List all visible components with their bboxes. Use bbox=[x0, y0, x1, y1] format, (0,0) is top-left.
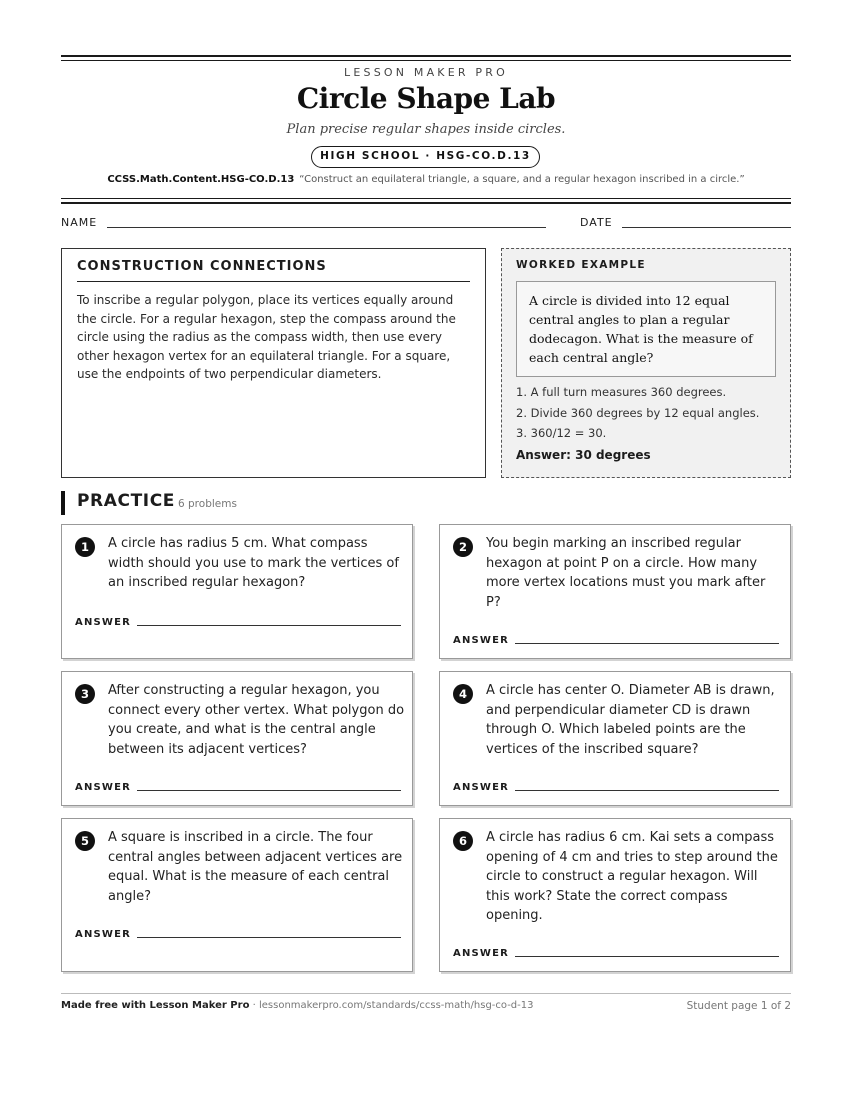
practice-header bbox=[61, 490, 791, 516]
worked-step: 2. Divide 360 degrees by 12 equal angles. bbox=[516, 405, 760, 420]
answer-field[interactable] bbox=[137, 625, 401, 626]
name-field[interactable] bbox=[107, 227, 546, 228]
date-field[interactable] bbox=[622, 227, 791, 228]
standard-code: CCSS.Math.Content.HSG-CO.D.13 bbox=[107, 174, 295, 185]
answer-label: ANSWER bbox=[453, 948, 510, 959]
worked-example-question: A circle is divided into 12 equal central angles to plan a regular dodecagon. What is the measure of each central angle? bbox=[516, 281, 776, 377]
problem-number-badge: 3 bbox=[75, 684, 95, 704]
problem-number-badge: 4 bbox=[453, 684, 473, 704]
brand-name: LESSON MAKER PRO bbox=[344, 66, 508, 79]
answer-field[interactable] bbox=[137, 937, 401, 938]
connections-title: CONSTRUCTION CONNECTIONS bbox=[77, 259, 470, 282]
practice-heading: PRACTICE bbox=[77, 491, 175, 511]
answer-label: ANSWER bbox=[75, 782, 132, 793]
problem-card-2 bbox=[439, 524, 791, 659]
problem-number-badge: 2 bbox=[453, 537, 473, 557]
answer-label: ANSWER bbox=[453, 782, 510, 793]
header-top-rule bbox=[61, 55, 791, 61]
answer-field[interactable] bbox=[137, 790, 401, 791]
answer-field[interactable] bbox=[515, 643, 779, 644]
standard-line bbox=[61, 174, 791, 185]
answer-label: ANSWER bbox=[75, 929, 132, 940]
standard-text: “Construct an equilateral triangle, a square, and a regular hexagon inscribed in a circle.” bbox=[299, 174, 745, 185]
problem-card-5 bbox=[61, 818, 413, 972]
problem-text: A square is inscribed in a circle. The four central angles between adjacent vertices are equal. What is the measure of each central angle? bbox=[108, 830, 403, 904]
problem-card-3 bbox=[61, 671, 413, 806]
answer-label: ANSWER bbox=[75, 617, 132, 628]
answer-field[interactable] bbox=[515, 790, 779, 791]
problem-text: You begin marking an inscribed regular hexagon at point P on a circle. How many more vertex locations must you mark after P? bbox=[486, 536, 766, 610]
problem-text: A circle has center O. Diameter AB is drawn, and perpendicular diameter CD is drawn through O. Which labeled points are the vertices of the inscribed square? bbox=[486, 683, 775, 757]
worked-example-label: WORKED EXAMPLE bbox=[516, 259, 646, 271]
grade-standard-badge: HIGH SCHOOL · HSG-CO.D.13 bbox=[311, 146, 540, 168]
problem-number-badge: 1 bbox=[75, 537, 95, 557]
footer-url[interactable]: · lessonmakerpro.com/standards/ccss-math/hsg-co-d-13 bbox=[249, 1000, 534, 1011]
problem-text: A circle has radius 6 cm. Kai sets a compass opening of 4 cm and tries to step around the circle to construct a regular hexagon. Will this work? State the correct compass opening. bbox=[486, 830, 778, 923]
problem-text: After constructing a regular hexagon, you connect every other vertex. What polygon do you create, and what is the central angle between its adjacent vertices? bbox=[108, 683, 405, 757]
practice-count: 6 problems bbox=[178, 498, 237, 510]
page-title: Circle Shape Lab bbox=[296, 82, 556, 115]
footer-made-with: Made free with Lesson Maker Pro bbox=[61, 1000, 250, 1011]
date-label: DATE bbox=[580, 216, 613, 229]
practice-accent-bar bbox=[61, 491, 65, 515]
name-label: NAME bbox=[61, 216, 98, 229]
footer-page-number: Student page 1 of 2 bbox=[686, 1000, 791, 1012]
problem-number-badge: 6 bbox=[453, 831, 473, 851]
problem-text: A circle has radius 5 cm. What compass width should you use to mark the vertices of an inscribed regular hexagon? bbox=[108, 536, 399, 590]
problem-card-4 bbox=[439, 671, 791, 806]
worked-example-steps bbox=[516, 382, 776, 444]
header-bottom-rule bbox=[61, 198, 791, 204]
page-footer bbox=[61, 993, 791, 1011]
answer-field[interactable] bbox=[515, 956, 779, 957]
worked-step: 3. 360/12 = 30. bbox=[516, 426, 607, 440]
answer-label: ANSWER bbox=[453, 635, 510, 646]
worked-example-answer: Answer: 30 degrees bbox=[516, 447, 651, 462]
connections-body: To inscribe a regular polygon, place its vertices equally around the circle. For a regular hexagon, step the compass around the circle using the radius as the compass width, then use every other hexagon vertex for an equilateral triangle. For a square, use the endpoints of two perpendicular diameters. bbox=[77, 293, 456, 381]
worked-step: 1. A full turn measures 360 degrees. bbox=[516, 385, 727, 399]
problem-card-1 bbox=[61, 524, 413, 659]
construction-connections-box bbox=[61, 248, 486, 478]
name-date-row bbox=[61, 216, 791, 232]
problem-card-6 bbox=[439, 818, 791, 972]
problem-number-badge: 5 bbox=[75, 831, 95, 851]
worked-example-box bbox=[501, 248, 791, 478]
page-subtitle: Plan precise regular shapes inside circles. bbox=[286, 122, 566, 137]
